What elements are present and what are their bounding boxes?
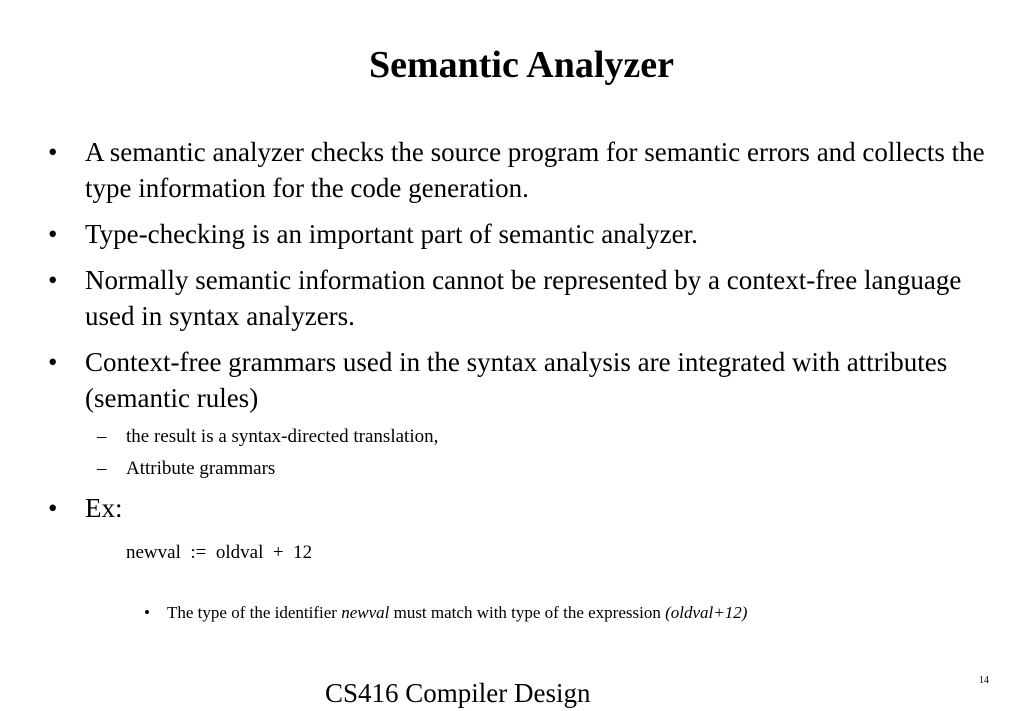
slide-footer: CS416 Compiler Design [325, 678, 591, 708]
page-number: 14 [979, 675, 989, 686]
bullet-item [0, 344, 995, 416]
sub-bullet-marker: – [97, 458, 107, 479]
bullet-item [0, 134, 995, 206]
example-label: Ex: [85, 493, 123, 523]
bullet-text: A semantic analyzer checks the source program for semantic errors and collects the type information for the code generation. [85, 137, 985, 203]
bullet-text: Normally semantic information cannot be represented by a context-free language used in syntax analyzers. [85, 265, 962, 331]
code-example: newval := oldval + 12 [126, 542, 313, 563]
slide-title: Semantic Analyzer [368, 44, 674, 86]
sub-bullet-text: the result is a syntax-directed translation, [126, 426, 439, 447]
bullet-marker: • [48, 265, 58, 295]
sub-bullet-item [0, 456, 1023, 482]
note-middle: must match with type of the expression [389, 603, 666, 622]
bullet-list [0, 134, 1023, 536]
sub-bullet-item [0, 424, 1023, 450]
bullet-text: Type-checking is an important part of semantic analyzer. [85, 219, 698, 249]
sub-bullet-marker: – [97, 426, 107, 447]
sub-bullet-text: Attribute grammars [126, 458, 276, 479]
bullet-marker: • [48, 219, 58, 249]
bullet-item-example [0, 490, 995, 526]
note-prefix: The type of the identifier [167, 603, 342, 622]
note-bullet-marker: • [144, 603, 150, 622]
bullet-marker: • [48, 347, 58, 377]
bullet-item [0, 262, 995, 334]
note-expression: (oldval+12) [665, 603, 748, 622]
bullet-text: Context-free grammars used in the syntax analysis are integrated with attributes (semantic rules) [85, 347, 948, 413]
note-bullet [144, 601, 748, 625]
bullet-marker: • [48, 493, 58, 523]
bullet-item [0, 216, 995, 252]
note-identifier: newval [341, 603, 390, 622]
bullet-marker: • [48, 137, 58, 167]
